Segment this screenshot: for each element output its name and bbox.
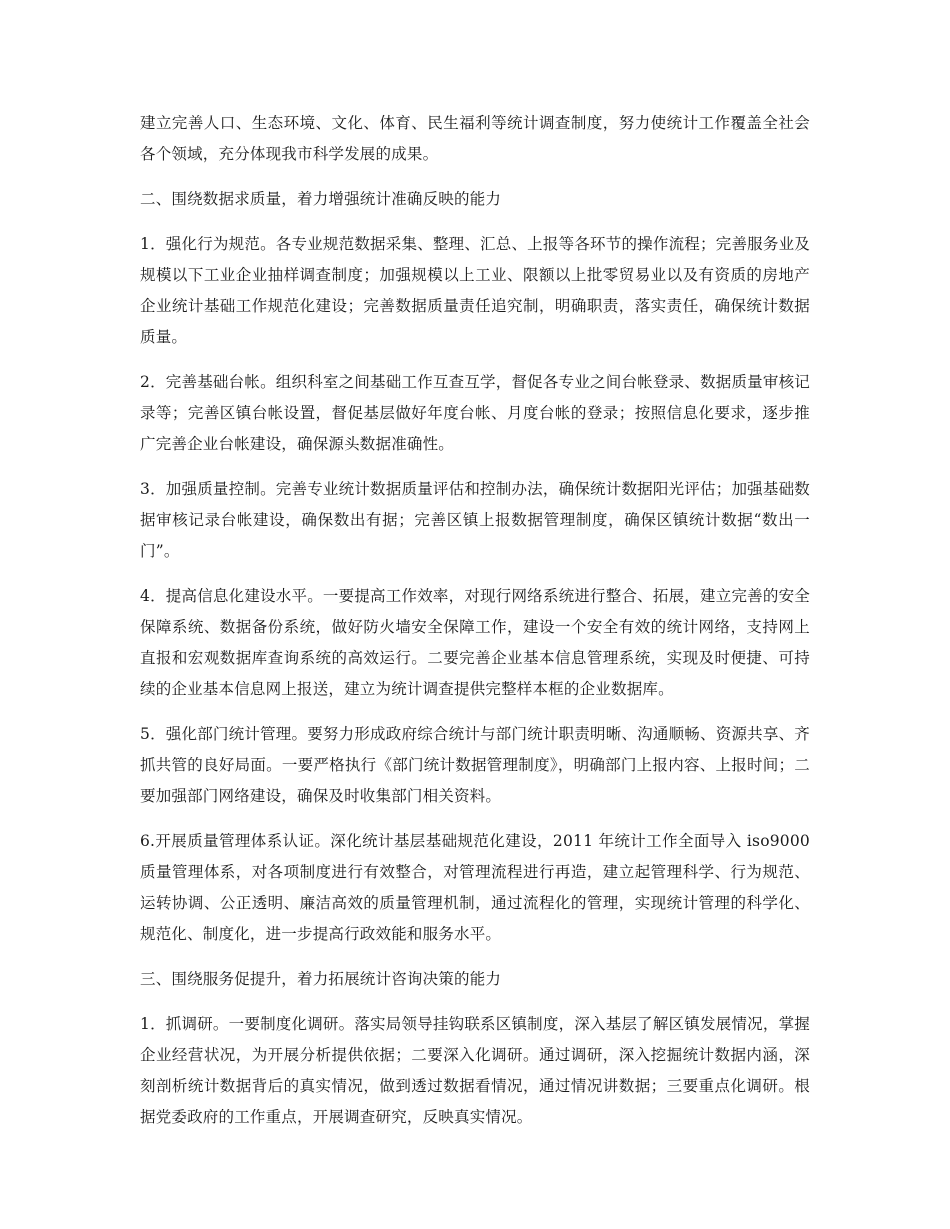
section-heading-3: 三、围绕服务促提升，着力拓展统计咨询决策的能力	[140, 970, 502, 988]
paragraph-item-6: 6.开展质量管理体系认证。深化统计基层基础规范化建设，2011 年统计工作全面导入 iso9000 质量管理体系，对各项制度进行有效整合，对管理流程进行再造，建立起管理科学、行为规范、运转协调、公正透明、廉洁高效的质量管理机制，通过流程化的管理，实现统计管理的科学化、规范化、制度化，进一步提高行政效能和服务水平。	[140, 832, 810, 943]
document-body	[140, 108, 810, 1147]
paragraph-section3-item-1: 1．抓调研。一要制度化调研。落实局领导挂钩联系区镇制度，深入基层了解区镇发展情况，掌握企业经营状况，为开展分析提供依据；二要深入化调研。通过调研，深入挖掘统计数据内涵，深刻剖析统计数据背后的真实情况，做到透过数据看情况，通过情况讲数据；三要重点化调研。根据党委政府的工作重点，开展调查研究，反映真实情况。	[140, 1015, 810, 1126]
paragraph-intro-continuation: 建立完善人口、生态环境、文化、体育、民生福利等统计调查制度，努力使统计工作覆盖全社会各个领域，充分体现我市科学发展的成果。	[140, 114, 810, 163]
paragraph-item-1: 1．强化行为规范。各专业规范数据采集、整理、汇总、上报等各环节的操作流程；完善服务业及规模以下工业企业抽样调查制度；加强规模以上工业、限额以上批零贸易业以及有资质的房地产企业统计基础工作规范化建设；完善数据质量责任追究制，明确职责，落实责任，确保统计数据质量。	[140, 235, 810, 346]
paragraph-item-2: 2．完善基础台帐。组织科室之间基础工作互查互学，督促各专业之间台帐登录、数据质量审核记录等；完善区镇台帐设置，督促基层做好年度台帐、月度台帐的登录；按照信息化要求，逐步推广完善企业台帐建设，确保源头数据准确性。	[140, 373, 810, 453]
paragraph-item-5: 5．强化部门统计管理。要努力形成政府综合统计与部门统计职责明晰、沟通顺畅、资源共享、齐抓共管的良好局面。一要严格执行《部门统计数据管理制度》，明确部门上报内容、上报时间；二要加强部门网络建设，确保及时收集部门相关资料。	[140, 725, 810, 805]
paragraph-item-3: 3．加强质量控制。完善专业统计数据质量评估和控制办法，确保统计数据阳光评估；加强基础数据审核记录台帐建设，确保数出有据；完善区镇上报数据管理制度，确保区镇统计数据“数出一门”。	[140, 480, 810, 560]
paragraph-item-4: 4．提高信息化建设水平。一要提高工作效率，对现行网络系统进行整合、拓展，建立完善的安全保障系统、数据备份系统，做好防火墙安全保障工作，建设一个安全有效的统计网络，支持网上直报和宏观数据库查询系统的高效运行。二要完善企业基本信息管理系统，实现及时便捷、可持续的企业基本信息网上报送，建立为统计调查提供完整样本框的企业数据库。	[140, 587, 810, 698]
section-heading-2: 二、围绕数据求质量，着力增强统计准确反映的能力	[140, 190, 502, 208]
